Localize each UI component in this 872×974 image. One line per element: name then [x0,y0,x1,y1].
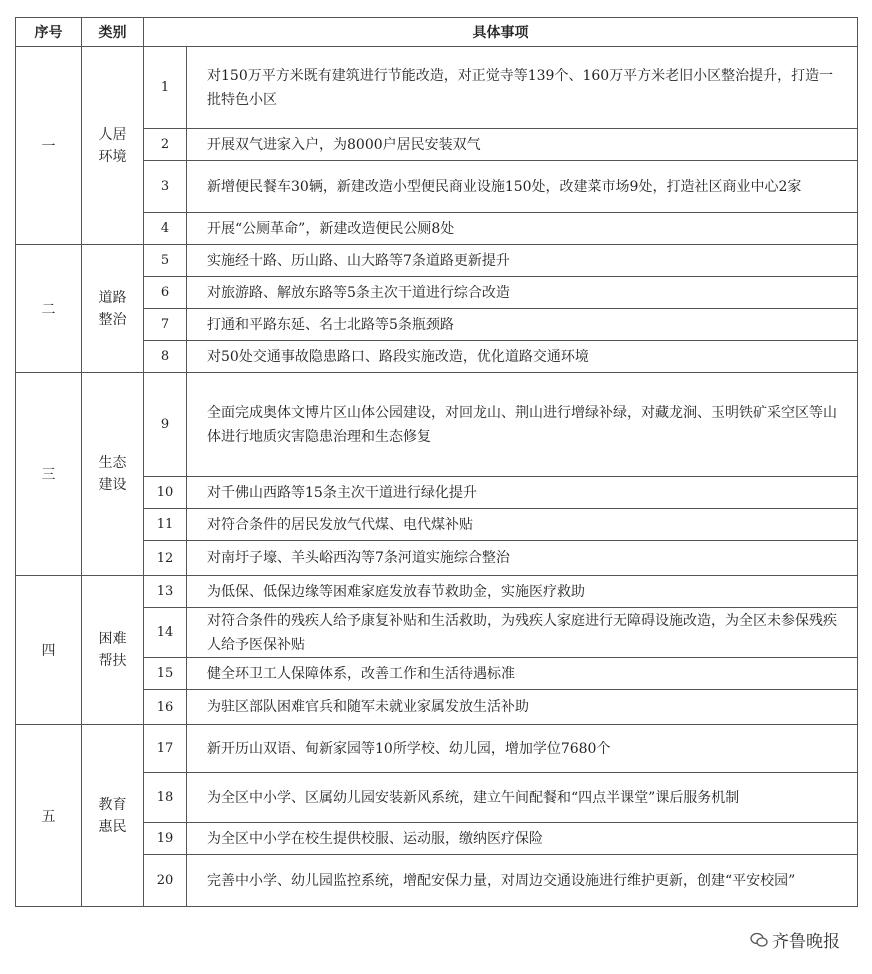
header-row [16,18,858,47]
table-row [16,725,858,773]
item-number: 13 [144,576,187,608]
group-seq: 四 [16,576,82,725]
group-category: 道路 整治 [82,245,144,373]
item-number: 17 [144,725,187,773]
item-text: 对50处交通事故隐患路口、路段实施改造，优化道路交通环境 [187,341,858,373]
item-text: 开展“公厕革命”，新建改造便民公厕8处 [187,213,858,245]
item-number: 6 [144,277,187,309]
header-seq: 序号 [16,18,82,47]
table-row [16,373,858,477]
item-text: 打通和平路东延、名士北路等5条瓶颈路 [187,309,858,341]
item-text: 为低保、低保边缘等困难家庭发放春节救助金，实施医疗救助 [187,576,858,608]
item-text: 对符合条件的残疾人给予康复补贴和生活救助，为残疾人家庭进行无障碍设施改造，为全区未参保残疾人给予医保补贴 [187,608,858,658]
item-number: 11 [144,509,187,541]
item-number: 4 [144,213,187,245]
wechat-icon [750,932,768,948]
item-number: 18 [144,773,187,823]
item-text: 全面完成奥体文博片区山体公园建设，对回龙山、荆山进行增绿补绿，对藏龙涧、玉明铁矿采空区等山体进行地质灾害隐患治理和生态修复 [187,373,858,477]
item-number: 8 [144,341,187,373]
item-number: 7 [144,309,187,341]
item-text: 实施经十路、历山路、山大路等7条道路更新提升 [187,245,858,277]
item-number: 5 [144,245,187,277]
item-text: 对符合条件的居民发放气代煤、电代煤补贴 [187,509,858,541]
group-category: 教育 惠民 [82,725,144,907]
header-detail: 具体事项 [144,18,858,47]
group-category: 人居 环境 [82,47,144,245]
item-text: 对旅游路、解放东路等5条主次干道进行综合改造 [187,277,858,309]
watermark-text: 齐鲁晚报 [772,932,840,952]
item-number: 1 [144,47,187,129]
item-text: 新增便民餐车30辆，新建改造小型便民商业设施150处，改建菜市场9处，打造社区商业中心2家 [187,161,858,213]
group-seq: 五 [16,725,82,907]
item-text: 完善中小学、幼儿园监控系统，增配安保力量，对周边交通设施进行维护更新，创建“平安校园” [187,855,858,907]
item-text: 为全区中小学、区属幼儿园安装新风系统，建立午间配餐和“四点半课堂”课后服务机制 [187,773,858,823]
item-text: 为驻区部队困难官兵和随军未就业家属发放生活补助 [187,690,858,725]
item-number: 16 [144,690,187,725]
item-number: 20 [144,855,187,907]
item-number: 19 [144,823,187,855]
table-row [16,245,858,277]
group-seq: 一 [16,47,82,245]
table-row [16,576,858,608]
header-category: 类别 [82,18,144,47]
watermark [746,927,844,952]
projects-table [15,17,858,907]
item-number: 3 [144,161,187,213]
item-number: 10 [144,477,187,509]
group-seq: 二 [16,245,82,373]
item-text: 对南圩子壕、羊头峪西沟等7条河道实施综合整治 [187,541,858,576]
table-row [16,47,858,129]
item-text: 新开历山双语、甸新家园等10所学校、幼儿园，增加学位7680个 [187,725,858,773]
item-number: 9 [144,373,187,477]
group-category: 困难 帮扶 [82,576,144,725]
item-text: 开展双气进家入户，为8000户居民安装双气 [187,129,858,161]
item-text: 为全区中小学在校生提供校服、运动服，缴纳医疗保险 [187,823,858,855]
group-category: 生态 建设 [82,373,144,576]
item-number: 14 [144,608,187,658]
item-text: 对150万平方米既有建筑进行节能改造，对正觉寺等139个、160万平方米老旧小区整治提升，打造一批特色小区 [187,47,858,129]
item-text: 对千佛山西路等15条主次干道进行绿化提升 [187,477,858,509]
item-number: 12 [144,541,187,576]
item-text: 健全环卫工人保障体系，改善工作和生活待遇标准 [187,658,858,690]
group-seq: 三 [16,373,82,576]
item-number: 2 [144,129,187,161]
item-number: 15 [144,658,187,690]
